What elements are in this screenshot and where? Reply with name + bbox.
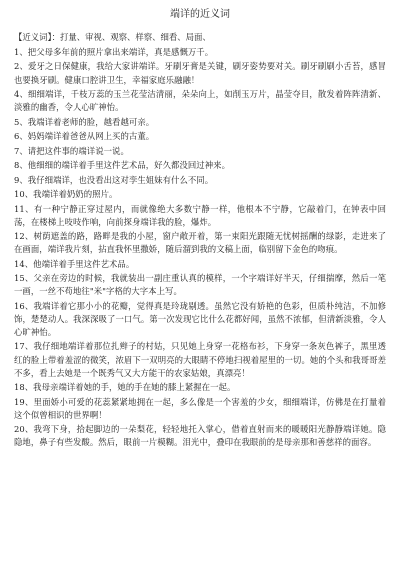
sentence-11: 11、有一种宁静正穿过屋内，而就像绝大多数宁静一样，他根本不宁静，它敲着门，在钟表中回荡，在楼梯上吱吱作响，向前探身端详我的脸，爆炸。 [14,203,386,227]
sentence-19: 19、里面娇小可爱的花蕊紧紧地拥在一起，多么像是一个害羞的少女，细细端详，仿佛是在打量着这个似曾相识的世界啊！ [14,396,386,420]
sentence-12: 12、树荫遮盖的路，路畔是我的小屋，窗户敞开着，第一束阳光跟随无忧树摇酬的绿影，走进来了在画面，端详我片刻，拈直我怀里撒娇，随后溜到我的文稿上面，临别留下金色的吻痕。 [14,231,386,255]
sentence-7: 7、请把这件事的端详说一说。 [14,145,129,156]
sentence-4: 4、细细端详，千枝万蕊的玉兰花莹洁清丽，朵朵向上，如削玉万片，晶莹夺目，散发着阵阵清新、淡雅的幽香，令人心旷神怡。 [14,89,386,113]
sentence-1: 1、把父母多年前的照片拿出来端详，真是感慨万千。 [14,47,214,57]
synonyms-line: 【近义词】：打量、审视、观察、样察、细看、局面、 [14,32,211,42]
sentence-9: 9、我仔细端详，也没看出这对孪生姐妹有什么不同。 [14,174,214,185]
sentence-8: 8、他细细的端详着手里这件艺术品，好久都没回过神来。 [14,160,231,171]
sentence-20: 20、我弯下身，拾起脚边的一朵梨花，轻轻地托入掌心，借着直射而来的暖暖阳光静静端详她。隐隐地，鼻子有些发酸。然后，眼前一片模糊。泪光中，叠印在我眼前的是母亲那和善慈祥的面容。 [14,424,386,448]
sentence-16: 16、我端详着它那小小的花瓣，觉得真是玲珑剔透。虽然它没有娇艳的色彩，但质朴纯洁，不加修饰，楚楚动人。我深深吸了一口气。第一次发现它比什么花都好闻，虽然不浓郁，但清新淡雅，令人心旷神怡。 [14,300,386,337]
sentence-17: 17、我仔细地端详着那位扎辫子的村姑，只见她上身穿一花格布衫，下身穿一条灰色裤子，黑里透红的脸上带着羞涩的微笑，浓眉下一双明亮的大眼睛不停地扫视着屋里的一切。她的个头和我哥哥差不多，看上去她是一个既秀气又大方能干的农家姑娘，真漂亮！ [14,341,386,378]
sentence-15: 15、父亲在旁边的时候，我就装出一副庄重认真的模样，一个字端详好半天，仔细揣摩，然后一笔一画，一丝不苟地往"米"字格的大字本上写。 [14,273,386,297]
sentence-10: 10、我端详着奶奶的照片。 [14,189,118,200]
sentence-6: 6、妈妈端详着爸爸从网上买的古董。 [14,131,155,142]
sentence-14: 14、他端详着手里这件艺术品。 [14,258,135,269]
sentence-18: 18、我母亲端详着她的手，她的手在她的膝上紧握在一起。 [14,382,236,393]
sentence-5: 5、我端详着老师的脸，越看越可亲。 [14,116,155,127]
document-title: 端详的近义词 [170,9,230,20]
sentence-2: 2、爱牙之日保健康，我给大家讲端详。牙刷牙膏是关键，刷牙姿势要对关。刷牙刷刷小舌苔，感冒也要换牙刷。健康口腔讲卫生，幸福家庭乐融融！ [14,61,386,85]
sentence-list [14,46,386,449]
